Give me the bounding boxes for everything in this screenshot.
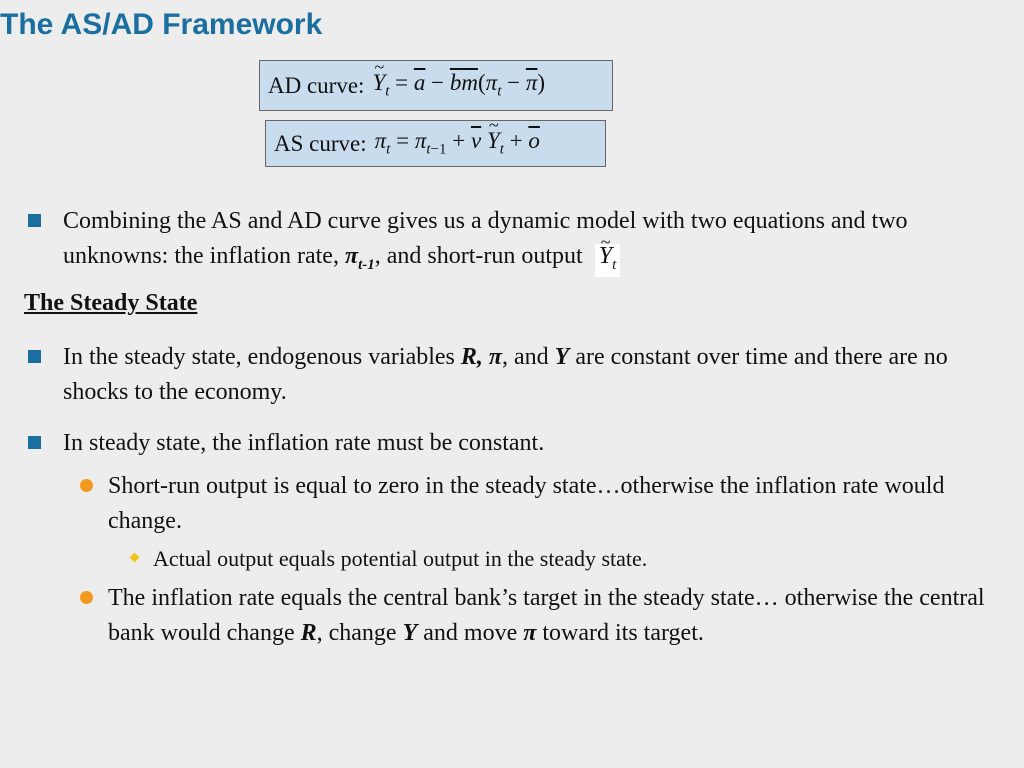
square-bullet-icon — [28, 436, 41, 449]
ad-curve-formula: ~ $Y_t = \overline{a} - \overline{b}\overline{m}(\pi_t - \overline{\pi})$ — [372, 70, 545, 101]
bullet-actual-output: Actual output equals potential output in the steady state. — [153, 546, 648, 571]
square-bullet-icon — [28, 350, 41, 363]
bullet-constant-inflation: In steady state, the inflation rate must be constant. — [63, 430, 545, 456]
bullet-short-run-output: Short-run output is equal to zero in the steady state…otherwise the inflation rate would change. — [108, 473, 945, 534]
as-curve-equation — [265, 120, 606, 167]
ad-curve-equation — [259, 60, 613, 111]
bullet-combining: Combining the AS and AD curve gives us a dynamic model with two equations and two unknowns: the inflation rate, $\pi_{t-1}$, and short-run output ~ $Y_t$ — [63, 204, 1013, 283]
page-title: The AS/AD Framework — [0, 8, 323, 41]
bullet-inflation-target: The inflation rate equals the central bank’s target in the steady state… otherwise the central bank would change R, change Y and move π toward its target. — [108, 585, 985, 646]
output-gap-symbol: ~ $Y_t$ — [595, 244, 621, 277]
bullet-endogenous: In the steady state, endogenous variables R, π, and Y are constant over time and there are no shocks to the economy. — [63, 344, 948, 405]
square-bullet-icon — [28, 214, 41, 227]
as-curve-formula: $\pi_t = \pi_{t-1} + \overline{v}$ ~ $Y_t + \overline{o}$ — [375, 128, 540, 159]
as-curve-label: AS curve: — [274, 130, 367, 156]
circle-bullet-icon — [80, 479, 93, 492]
steady-state-heading: The Steady State — [24, 290, 198, 316]
circle-bullet-icon — [80, 591, 93, 604]
diamond-bullet-icon — [130, 553, 140, 563]
ad-curve-label: AD curve: — [268, 72, 365, 98]
